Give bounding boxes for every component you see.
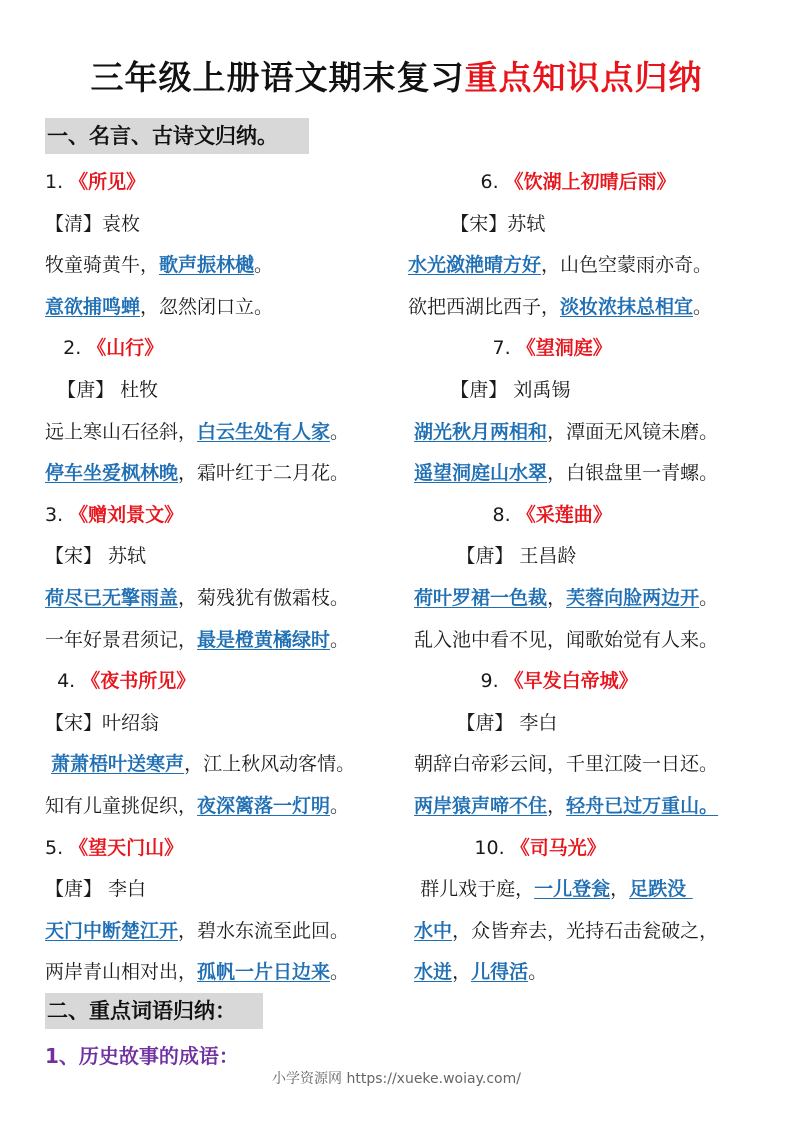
poem-line	[45, 828, 405, 870]
subsection-heading-idioms: 1、历史故事的成语：	[45, 1044, 239, 1068]
highlighted-verse: 芙蓉向脸两边开	[566, 586, 700, 609]
poem-number: 6.	[408, 171, 505, 193]
verse-text: 。	[330, 420, 350, 443]
verse-text: ，江上秋风动客情。	[184, 753, 356, 776]
verse-text: 。	[330, 628, 350, 651]
poem-number: 5.	[45, 836, 70, 859]
poem-title: 《山行》	[87, 337, 164, 360]
poem-title: 《望洞庭》	[516, 337, 612, 360]
verse-text: ，	[452, 961, 472, 984]
poem-line	[45, 287, 405, 329]
poem-title: 《早发白帝城》	[504, 670, 638, 693]
poem-line	[408, 162, 768, 204]
poem-number: 4.	[45, 670, 82, 693]
poem-title: 《所见》	[69, 171, 146, 193]
verse-text: ，	[547, 586, 567, 609]
poem-title: 《赠刘景文》	[69, 503, 184, 526]
poem-line	[408, 287, 768, 329]
highlighted-verse: 意欲捕鸣蝉	[45, 295, 141, 318]
verse-text: ，众皆弃去，光持石击瓮破之，	[452, 919, 719, 942]
poem-line	[45, 911, 405, 953]
poem-line	[408, 370, 768, 412]
poem-line	[408, 869, 768, 911]
verse-text: 。	[330, 794, 350, 817]
poem-line	[45, 661, 405, 703]
poem-line	[45, 786, 405, 828]
verse-text: 知有儿童挑促织，	[45, 794, 198, 817]
highlighted-verse: 儿得活	[471, 961, 529, 984]
verse-text: ，忽然闭口立。	[140, 295, 274, 318]
verse-text: 【唐】 刘禹锡	[408, 378, 571, 401]
poem-line	[408, 536, 768, 578]
poem-title: 《饮湖上初晴后雨》	[504, 171, 676, 193]
poem-line	[45, 162, 405, 204]
highlighted-verse: 萧萧梧叶送寒声	[51, 753, 185, 776]
title-part-black: 三年级上册语文期末复习	[90, 58, 465, 97]
poem-number: 9.	[408, 670, 505, 693]
verse-text: 。	[254, 254, 274, 277]
verse-text: ，山色空蒙雨亦奇。	[541, 254, 713, 277]
poem-line	[45, 869, 405, 911]
verse-text: ，	[610, 878, 630, 901]
poem-line	[45, 328, 405, 370]
poem-line	[45, 370, 405, 412]
poem-number: 2.	[45, 337, 88, 360]
poem-number: 3.	[45, 503, 70, 526]
verse-text: ，霜叶红于二月花。	[178, 462, 350, 485]
poem-line	[408, 786, 768, 828]
highlighted-verse: 两岸猿声啼不住	[414, 794, 548, 817]
verse-text: ，菊残犹有傲霜枝。	[178, 586, 350, 609]
poem-line	[408, 952, 768, 994]
poem-line	[408, 495, 768, 537]
poem-line	[408, 620, 768, 662]
highlighted-verse: 最是橙黄橘绿时	[197, 628, 331, 651]
section-heading-poems: 一、名言、古诗文归纳。	[45, 118, 309, 154]
poem-line	[45, 245, 405, 287]
verse-text: ，碧水东流至此回。	[178, 919, 350, 942]
poem-line	[408, 703, 768, 745]
page-title	[0, 56, 793, 100]
poem-line	[408, 412, 768, 454]
verse-text: 【唐】 李白	[45, 878, 147, 901]
verse-text: 【宋】 苏轼	[45, 545, 147, 568]
poem-title: 《司马光》	[510, 836, 606, 859]
highlighted-verse: 白云生处有人家	[197, 420, 331, 443]
highlighted-verse: 水光潋滟晴方好	[408, 254, 542, 277]
poem-line	[408, 828, 768, 870]
poem-line	[45, 703, 405, 745]
highlighted-verse: 淡妆浓抹总相宜	[560, 295, 694, 318]
poem-number: 8.	[408, 503, 517, 526]
poem-line	[45, 495, 405, 537]
verse-text: ，潭面无风镜未磨。	[547, 420, 719, 443]
verse-text: 两岸青山相对出，	[45, 961, 198, 984]
verse-text: 【清】袁枚	[45, 212, 141, 235]
verse-text: ，	[547, 794, 567, 817]
section-heading-words: 二、重点词语归纳：	[45, 993, 263, 1029]
poem-line	[45, 578, 405, 620]
page-footer: 小学资源网 https://xueke.woiay.com/	[272, 1071, 521, 1087]
highlighted-verse: 荷叶罗裙一色裁	[414, 586, 548, 609]
highlighted-verse: 水中	[414, 919, 453, 942]
highlighted-verse: 轻舟已过万重山。	[566, 794, 719, 817]
highlighted-verse: 孤帆一片日边来	[197, 961, 331, 984]
poem-line	[408, 453, 768, 495]
verse-text: 牧童骑黄牛，	[45, 254, 160, 277]
poem-line	[408, 744, 768, 786]
highlighted-verse: 歌声振林樾	[159, 254, 255, 277]
verse-text: 【宋】叶绍翁	[45, 711, 160, 734]
verse-text: 【宋】苏轼	[408, 212, 546, 235]
poem-line	[408, 245, 768, 287]
verse-text: 乱入池中看不见，闻歌始觉有人来。	[408, 628, 719, 651]
verse-text: 群儿戏于庭，	[408, 878, 535, 901]
verse-text: 远上寒山石径斜，	[45, 420, 198, 443]
poem-title: 《采莲曲》	[516, 503, 612, 526]
poem-title: 《夜书所见》	[81, 670, 196, 693]
poem-line	[408, 204, 768, 246]
highlighted-verse: 一儿登瓮	[534, 878, 611, 901]
highlighted-verse: 水迸	[414, 961, 453, 984]
verse-text: ，白银盘里一青螺。	[547, 462, 719, 485]
poem-line	[45, 744, 405, 786]
poem-line	[408, 911, 768, 953]
poem-line	[45, 620, 405, 662]
verse-text: 【唐】 王昌龄	[408, 545, 577, 568]
verse-text: 。	[330, 961, 350, 984]
highlighted-verse: 停车坐爱枫林晚	[45, 462, 179, 485]
title-part-red: 重点知识点归纳	[464, 58, 703, 97]
verse-text: 欲把西湖比西子，	[408, 295, 561, 318]
verse-text: 。	[693, 295, 713, 318]
poem-line	[45, 952, 405, 994]
highlighted-verse: 天门中断楚江开	[45, 919, 179, 942]
poem-line	[408, 328, 768, 370]
poem-column-left	[45, 162, 405, 994]
verse-text: 【唐】 杜牧	[45, 378, 159, 401]
poem-line	[45, 536, 405, 578]
poem-title: 《望天门山》	[69, 836, 184, 859]
verse-text: 【唐】 李白	[408, 711, 558, 734]
poem-line	[408, 661, 768, 703]
poem-line	[45, 412, 405, 454]
verse-text: 。	[699, 586, 719, 609]
poem-line	[408, 578, 768, 620]
highlighted-verse: 湖光秋月两相和	[414, 420, 548, 443]
highlighted-verse: 足跌没	[629, 878, 693, 901]
poem-column-right	[408, 162, 768, 994]
poem-line	[45, 453, 405, 495]
highlighted-verse: 遥望洞庭山水翠	[414, 462, 548, 485]
poem-number: 10.	[408, 836, 511, 859]
poem-number: 7.	[408, 337, 517, 360]
verse-text: 。	[528, 961, 548, 984]
poem-line	[45, 204, 405, 246]
poem-number: 1.	[45, 171, 70, 193]
highlighted-verse: 夜深篱落一灯明	[197, 794, 331, 817]
highlighted-verse: 荷尽已无擎雨盖	[45, 586, 179, 609]
verse-text: 一年好景君须记，	[45, 628, 198, 651]
verse-text: 朝辞白帝彩云间，千里江陵一日还。	[408, 753, 719, 776]
